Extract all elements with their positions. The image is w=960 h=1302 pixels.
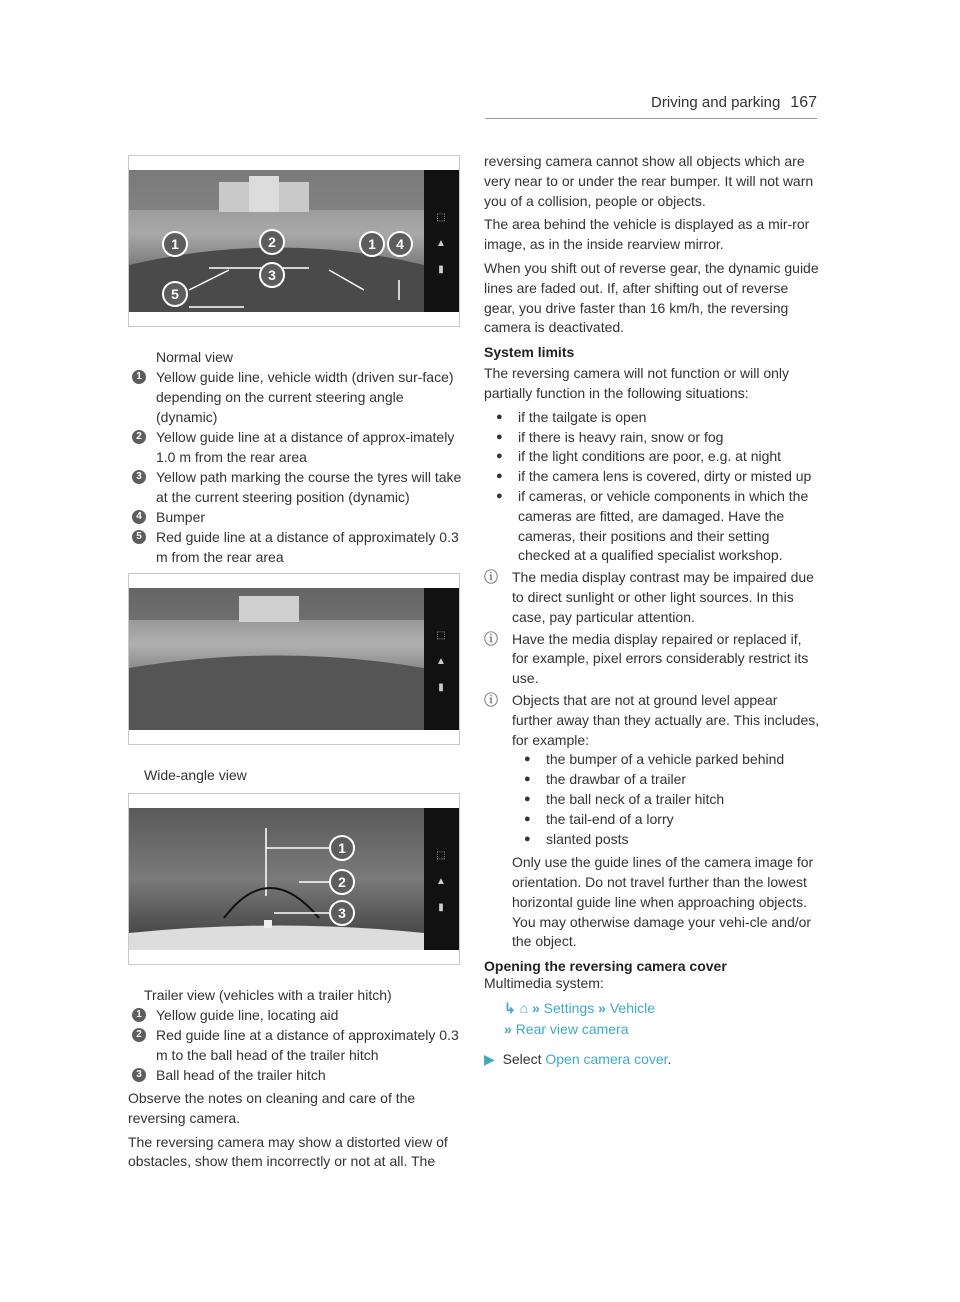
paragraph: The area behind the vehicle is displayed as a mir-ror image, as in the inside rearview mirror. xyxy=(484,216,810,253)
double-chevron-icon: » xyxy=(531,1000,540,1017)
double-chevron-icon: » xyxy=(504,1021,512,1038)
callout-markers xyxy=(129,170,459,312)
callout-1: 1 xyxy=(338,840,346,856)
svg-text:⬚: ⬚ xyxy=(436,850,446,861)
figure-normal-view xyxy=(128,155,463,567)
figure-wide-angle xyxy=(128,573,463,785)
callout-1: 1 xyxy=(171,236,179,252)
svg-text:▮: ▮ xyxy=(438,264,444,275)
svg-text:⬚: ⬚ xyxy=(436,212,446,223)
open-camera-cover-link[interactable]: Open camera cover xyxy=(545,1051,668,1068)
callout-markers xyxy=(129,808,459,950)
svg-text:▲: ▲ xyxy=(436,238,446,249)
callout-3: 3 xyxy=(338,905,346,921)
home-icon[interactable]: ⌂ xyxy=(519,1000,529,1017)
right-column xyxy=(484,152,820,1074)
list-item: ● the bumper of a vehicle parked behind xyxy=(524,751,785,768)
callout-3: 3 xyxy=(268,267,276,283)
callout-1b: 1 xyxy=(368,236,376,252)
paragraph: Multimedia system: xyxy=(484,975,604,992)
legend-item: 3 Ball head of the trailer hitch xyxy=(132,1065,463,1085)
callout-4: 4 xyxy=(396,236,404,252)
enter-arrow-icon: ↳ xyxy=(504,1000,516,1017)
section-title: Driving and parking xyxy=(651,94,781,111)
legend-item: 1 Yellow guide line, locating aid xyxy=(132,1005,463,1025)
figure-caption: Wide-angle view xyxy=(144,767,247,783)
paragraph: Only use the guide lines of the camera image for orientation. Do not travel further than the lowest horizontal guide line when approaching objects. You may otherwise damage your vehi-cle and/or the object. xyxy=(512,854,814,950)
svg-text:▮: ▮ xyxy=(438,902,444,913)
callout-5: 5 xyxy=(171,286,179,302)
heading-system-limits: System limits xyxy=(484,344,575,361)
list-item: ● the tail-end of a lorry xyxy=(524,810,674,827)
figure-trailer-view xyxy=(128,793,463,1176)
legend-item: 2 Red guide line at a distance of approximately 0.3 m to the ball head of the trailer hitch xyxy=(132,1025,463,1065)
play-icon: ▶ xyxy=(484,1051,495,1068)
figure-caption: Trailer view (vehicles with a trailer hitch) xyxy=(144,987,392,1003)
svg-text:▲: ▲ xyxy=(436,656,446,667)
list-item: ● if there is heavy rain, snow or fog xyxy=(496,428,724,445)
list-item: ● if the camera lens is covered, dirty or misted up xyxy=(496,468,812,485)
nav-rear-view-camera[interactable]: Rear view camera xyxy=(515,1021,629,1038)
page-header xyxy=(651,94,817,112)
list-item: ● if the light conditions are poor, e.g. at night xyxy=(496,448,782,465)
legend-item: 1 Yellow guide line, vehicle width (driven sur-face) depending on the current steering angle (dynamic) xyxy=(132,367,463,427)
legend-item: 4 Bumper xyxy=(132,507,463,527)
info-icon: ⓘ xyxy=(484,569,498,586)
camera-image-normal xyxy=(128,155,460,327)
callout-2: 2 xyxy=(338,874,346,890)
header-divider xyxy=(485,118,817,119)
camera-image-wide xyxy=(128,573,460,745)
list-item: ● if cameras, or vehicle components in which the cameras are fitted, are damaged. Have the cameras, their positions and their setting checked at a qualified specialist workshop. xyxy=(496,487,809,564)
action-step: ▶ Select Open camera cover. xyxy=(484,1051,672,1068)
info-icon: ⓘ xyxy=(484,630,498,647)
heading-opening-cover: Opening the reversing camera cover xyxy=(484,958,727,975)
camera-image-trailer xyxy=(128,793,460,965)
info-icon: ⓘ xyxy=(484,691,498,708)
paragraph: When you shift out of reverse gear, the dynamic guide lines are faded out. If, after shifting out of reverse gear, you drive faster than 16 km/h, the reversing camera is deactivated. xyxy=(484,259,819,336)
svg-text:⬚: ⬚ xyxy=(436,630,446,641)
nav-settings[interactable]: Settings xyxy=(543,1000,595,1017)
paragraph: The reversing camera may show a distorted view of obstacles, show them incorrectly or not at all. The xyxy=(128,1133,448,1170)
svg-text:▮: ▮ xyxy=(438,682,444,693)
svg-text:▲: ▲ xyxy=(436,876,446,887)
note: ⓘ Objects that are not at ground level appear further away than they actually are. This includes, for example: xyxy=(484,691,820,750)
callout-2: 2 xyxy=(268,234,276,250)
paragraph: Observe the notes on cleaning and care of the reversing camera. xyxy=(128,1090,416,1126)
list-item: ● the ball neck of a trailer hitch xyxy=(524,790,725,807)
note: ⓘ Have the media display repaired or replaced if, for example, pixel errors considerably restrict its use. xyxy=(484,630,820,689)
legend-item: 5 Red guide line at a distance of approximately 0.3 m from the rear area xyxy=(132,527,463,567)
list-item: ● if the tailgate is open xyxy=(496,408,647,425)
nav-vehicle[interactable]: Vehicle xyxy=(609,1000,655,1017)
legend-item: 3 Yellow path marking the course the tyres will take at the current steering position (dynamic) xyxy=(132,467,463,507)
menu-path xyxy=(504,998,820,1040)
page-number: 167 xyxy=(790,94,817,111)
note: ⓘ The media display contrast may be impaired due to direct sunlight or other light sources. In this case, pay particular attention. xyxy=(484,568,820,627)
double-chevron-icon: » xyxy=(598,1000,606,1017)
paragraph: The reversing camera will not function or will only partially function in the following situations: xyxy=(484,365,790,401)
legend-item: 2 Yellow guide line at a distance of approx-imately 1.0 m from the rear area xyxy=(132,427,463,467)
list-item: ● the drawbar of a trailer xyxy=(524,771,687,788)
paragraph: reversing camera cannot show all objects which are very near to or under the rear bumper. It will not warn you of a collision, people or objects. xyxy=(484,153,814,209)
figure-caption: Normal view xyxy=(156,349,234,365)
list-item: ● slanted posts xyxy=(524,830,629,847)
